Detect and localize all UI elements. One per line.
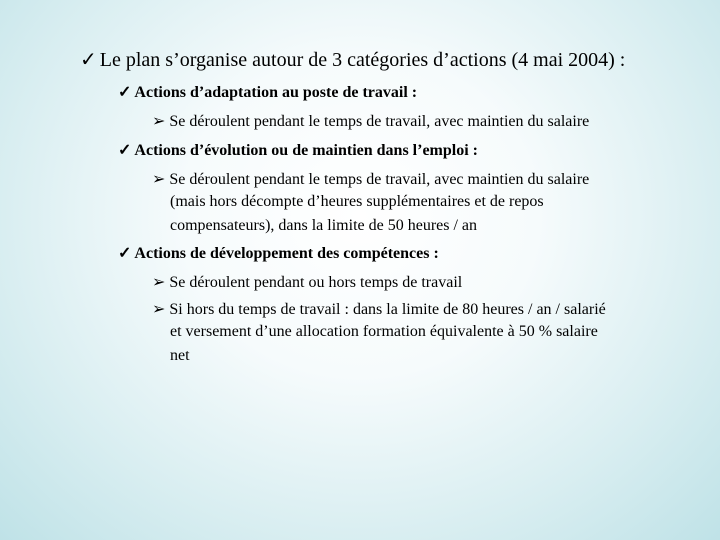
category-1-detail-1: ➢ Se déroulent pendant le temps de travail, avec maintien du salaire <box>152 113 590 130</box>
category-2-label: ✓ Actions d’évolution ou de maintien dans l’emploi : <box>118 142 478 159</box>
arrow-bullet-icon: ➢ <box>152 274 166 291</box>
title-line <box>80 47 625 72</box>
arrow-bullet-icon: ➢ <box>152 171 166 188</box>
arrow-bullet-icon: ➢ <box>152 301 166 318</box>
check-icon: ✓ <box>118 84 132 101</box>
category-3-detail-2-cont-1: et versement d’une allocation formation équivalente à 50 % salaire <box>170 323 598 340</box>
check-icon: ✓ <box>118 142 132 159</box>
check-icon: ✓ <box>118 245 132 262</box>
category-3-detail-1: ➢ Se déroulent pendant ou hors temps de travail <box>152 274 463 291</box>
check-icon: ✓ <box>80 49 97 71</box>
category-1-label: ✓ Actions d’adaptation au poste de travail : <box>118 84 418 101</box>
category-3-detail-2-cont-2: net <box>170 347 190 364</box>
arrow-bullet-icon: ➢ <box>152 113 166 130</box>
category-2-detail-1-cont-2: compensateurs), dans la limite de 50 heures / an <box>170 217 478 234</box>
category-3-detail-2: ➢ Si hors du temps de travail : dans la limite de 80 heures / an / salarié <box>152 301 606 318</box>
category-2-detail-1-cont-1: (mais hors décompte d’heures supplémentaires et de repos <box>170 193 544 210</box>
category-2-detail-1: ➢ Se déroulent pendant le temps de travail, avec maintien du salaire <box>152 171 590 188</box>
title-text: Le plan s’organise autour de 3 catégories d’actions (4 mai 2004) : <box>99 49 626 71</box>
category-3-label: ✓ Actions de développement des compétences : <box>118 245 439 262</box>
